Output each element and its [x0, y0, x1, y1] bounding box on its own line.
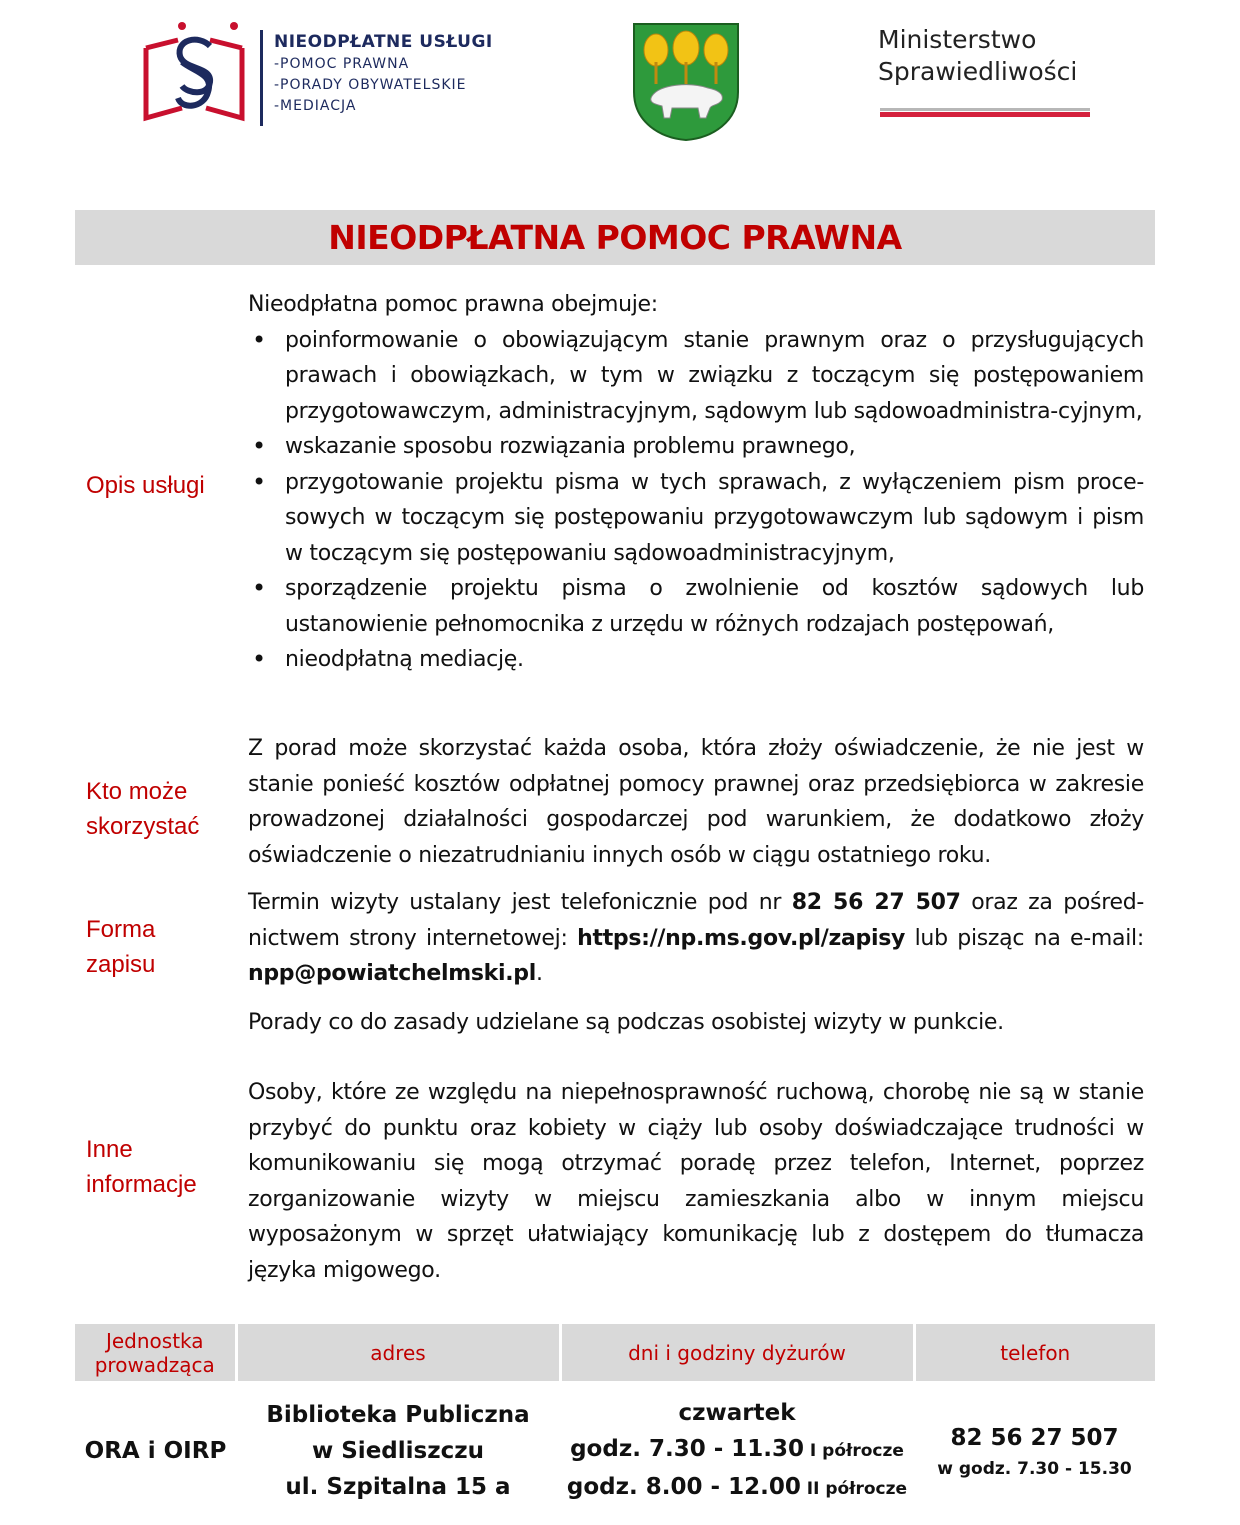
forma-text-2: oraz za pośred-nictwem strony internetowej: [248, 890, 1145, 951]
opis-bullet-4: • sporządzenie projektu pisma o zwolnienie od kosztów sądowych lub ustanowienie pełnomocnika z urzędu w różnych rodzajach postępowań, [248, 571, 1144, 642]
duty-hours-2 [560, 1469, 914, 1507]
forma-text-1: Termin wizyty ustalany jest telefonicznie pod nr [248, 890, 792, 915]
hours-2-note: II półrocze [800, 1479, 908, 1499]
opis-bullet-1: • poinformowanie o obowiązującym stanie prawnym oraz o przysługujących prawach i obowiązkach, w tym w związku z toczącym się postępowaniem przygotowawczym, administracyjnym, sądowym lub sądowoadministra-cyjnym, [248, 323, 1144, 430]
duty-day: czwartek [678, 1400, 796, 1426]
paragraph-book-icon [138, 18, 250, 126]
inne-label-line-1: Inne [86, 1136, 133, 1163]
table-row [75, 1381, 1155, 1521]
page-header [0, 0, 1240, 160]
title-band [75, 210, 1155, 265]
inne-label-line-2: informacje [86, 1171, 197, 1198]
ministry-name-line-1: Ministerstwo [878, 25, 1037, 54]
logo-line-2: -PORADY OBYWATELSKIE [274, 77, 467, 93]
header-hours: dni i godziny dyżurów [560, 1324, 914, 1381]
kto-label-line-2: skorzystać [86, 813, 200, 840]
county-coat-of-arms [632, 22, 740, 142]
header-phone: telefon [914, 1324, 1155, 1381]
flag-stripe-white [880, 108, 1090, 111]
phone-hours: w godz. 7.30 - 15.30 [937, 1459, 1132, 1479]
header-unit-line-1: Jednostka [105, 1328, 204, 1353]
header-unit-line-2: prowadząca [94, 1352, 215, 1377]
section-label-inne [86, 1132, 197, 1202]
duty-hours-1 [560, 1431, 914, 1469]
logo-line-3: -MEDIACJA [274, 98, 357, 114]
forma-label-line-1: Forma [86, 916, 156, 943]
address-line-3: ul. Szpitalna 15 a [285, 1474, 511, 1500]
logo-title: NIEODPŁATNE USŁUGI [274, 32, 493, 52]
kto-label-line-1: Kto może [86, 778, 188, 805]
hours-1-note: I półrocze [804, 1441, 904, 1461]
forma-email-link[interactable]: npp@powiatchelmski.pl [248, 961, 536, 986]
cell-unit: ORA i OIRP [84, 1438, 227, 1464]
header-unit [75, 1324, 236, 1381]
opis-bullet-5: • nieodpłatną mediację. [248, 642, 1144, 678]
ministry-name-line-2: Sprawiedliwości [878, 57, 1078, 86]
header-address: adres [236, 1324, 560, 1381]
section-forma-text [248, 885, 1144, 992]
cell-address [236, 1381, 560, 1521]
forma-text-3: lub pisząc na e-mail: [905, 925, 1144, 951]
section-label-opis: Opis usługi [86, 472, 205, 499]
page-title: NIEODPŁATNA POMOC PRAWNA [328, 218, 902, 257]
duty-schedule-table [75, 1324, 1155, 1521]
cell-hours [560, 1381, 914, 1521]
logo-text [274, 30, 493, 117]
logo-line-1: -POMOC PRAWNA [274, 56, 410, 72]
hours-2-time: godz. 8.00 - 12.00 [566, 1474, 801, 1500]
forma-note: Porady co do zasady udzielane są podczas osobistej wizyty w punkcie. [248, 1010, 1004, 1035]
flag-stripe-red [880, 112, 1090, 117]
phone-number: 82 56 27 507 [950, 1425, 1119, 1451]
nieodplatne-uslugi-logo [138, 18, 538, 128]
hours-1-time: godz. 7.30 - 11.30 [570, 1436, 805, 1462]
cell-phone [914, 1381, 1155, 1521]
forma-url-link[interactable]: https://np.ms.gov.pl/zapisy [577, 925, 906, 951]
forma-phone: 82 56 27 507 [791, 890, 961, 915]
table-header-row [75, 1324, 1155, 1381]
section-label-forma [86, 912, 155, 982]
opis-bullet-3: • przygotowanie projektu pisma w tych sprawach, z wyłączeniem pism proce-sowych w toczącym się postępowaniu przygotowawczym lub sądowym i pism w toczącym się postępowaniu sądowoadministracyjnym, [248, 465, 1144, 572]
section-label-kto [86, 774, 199, 844]
forma-label-line-2: zapisu [86, 951, 156, 978]
address-line-2: w Siedliszczu [311, 1438, 484, 1464]
section-inne-text: Osoby, które ze względu na niepełnosprawność ruchową, chorobę nie są w stanie przybyć do punktu oraz kobiety w ciąży lub osoby doświadczające trudności w komunikowaniu się mogą otrzymać poradę przez telefon, Internet, poprzez zorganizowanie wizyty w miejscu zamieszkania albo w innym miejscu wyposażonym w sprzęt ułatwiający komunikację lub z dostępem do tłumacza języka migowego. [248, 1080, 1144, 1283]
logo-divider [260, 30, 263, 126]
address-line-1: Biblioteka Publiczna [266, 1402, 530, 1428]
section-kto-text: Z porad może skorzystać każda osoba, która złoży oświadczenie, że nie jest w stanie ponieść kosztów odpłatnej pomocy prawnej oraz przedsiębiorca w zakresie prowadzonej działalności gospodarczej pod warunkiem, że dodatkowo złoży oświadczenie o niezatrudnianiu innych osób w ciągu ostatniego roku. [248, 736, 1144, 868]
forma-text-4: . [535, 961, 543, 986]
section-opis-content [248, 287, 1144, 678]
opis-bullet-list [248, 323, 1144, 678]
ministry-logo [878, 24, 1090, 124]
opis-bullet-2: • wskazanie sposobu rozwiązania problemu prawnego, [248, 429, 1144, 465]
opis-intro: Nieodpłatna pomoc prawna obejmuje: [248, 292, 658, 317]
